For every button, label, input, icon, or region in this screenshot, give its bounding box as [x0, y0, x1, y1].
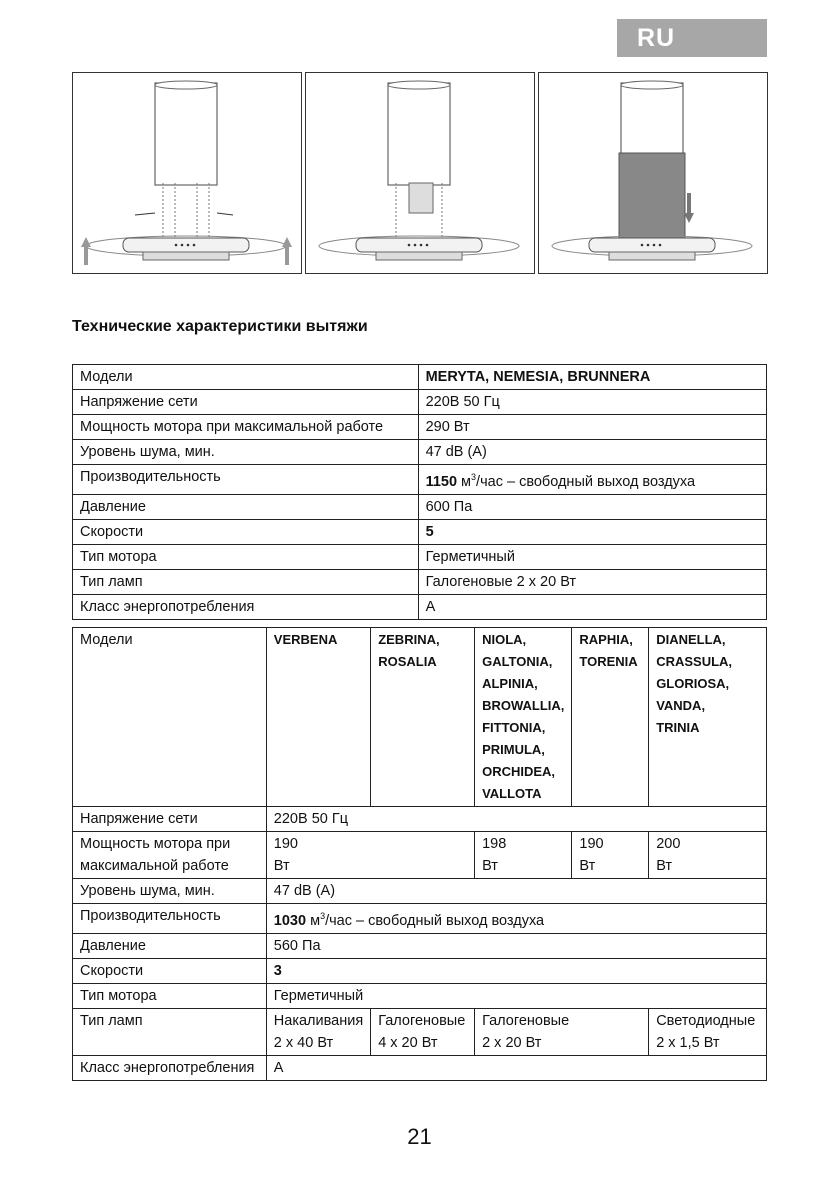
row-value: 290 Вт [418, 415, 766, 440]
table-row [73, 832, 767, 879]
table-row [73, 1055, 767, 1080]
row-value: 560 Па [266, 933, 766, 958]
model-group-1 [266, 628, 370, 807]
row-value: 220В 50 Гц [266, 807, 766, 832]
capacity-rest: /час – свободный выход воздуха [325, 912, 545, 929]
row-value: A [418, 594, 766, 619]
spec-table-1 [72, 364, 767, 620]
table-row [73, 494, 767, 519]
lamp-type: Накаливания [273, 1012, 364, 1029]
model-name: VERBENA [273, 632, 338, 647]
row-value: 5 [418, 519, 766, 544]
hood-install-figure-3 [538, 72, 768, 274]
row-label: Скорости [73, 958, 267, 983]
power-value [572, 832, 649, 879]
model-group-4 [572, 628, 649, 807]
lamp-spec: 2 х 1,5 Вт [656, 1034, 720, 1051]
lamp-type: Галогеновые [378, 1012, 466, 1029]
language-badge: RU [617, 19, 767, 57]
spec-table-2 [72, 627, 767, 1081]
model-name: NIOLA, [482, 632, 527, 647]
row-label: Уровень шума, мин. [73, 440, 419, 465]
table-row [73, 958, 767, 983]
hood-illustration [539, 73, 767, 273]
power-number: 190 [579, 836, 604, 852]
power-number: 198 [482, 836, 507, 852]
model-name: PRIMULA, [482, 742, 545, 757]
capacity-number: 1030 [273, 912, 307, 929]
row-value: A [266, 1055, 766, 1080]
capacity-unit-sup: 3 [471, 472, 477, 482]
table-row [73, 544, 767, 569]
model-name: RAPHIA, [579, 632, 633, 647]
row-label: Класс энергопотребления [73, 594, 419, 619]
model-name: TRINIA [656, 720, 700, 735]
row-value [418, 465, 766, 495]
row-value [266, 904, 766, 934]
hood-install-figure-1 [72, 72, 302, 274]
lamp-value [371, 1008, 475, 1055]
row-label: Уровень шума, мин. [73, 879, 267, 904]
power-unit: Вт [656, 858, 673, 874]
lamp-spec: 2 х 20 Вт [482, 1034, 542, 1051]
model-name: CRASSULA, [656, 654, 733, 669]
model-name: VANDA, [656, 698, 706, 713]
power-unit: Вт [579, 858, 596, 874]
capacity-unit: м [306, 912, 321, 929]
model-name: BROWALLIA, [482, 698, 565, 713]
row-label: Производительность [73, 465, 419, 495]
power-unit: Вт [273, 858, 290, 874]
lamp-value [475, 1008, 649, 1055]
capacity-unit-sup: 3 [320, 911, 326, 921]
power-value [266, 832, 474, 879]
capacity-rest: /час – свободный выход воздуха [476, 473, 696, 490]
power-value [649, 832, 767, 879]
row-value: 47 dB (A) [418, 440, 766, 465]
label-line: Мощность мотора при [80, 836, 231, 852]
row-value: Герметичный [418, 544, 766, 569]
power-number: 190 [273, 836, 298, 852]
row-label: Класс энергопотребления [73, 1055, 267, 1080]
table-row [73, 628, 767, 807]
row-label [73, 832, 267, 879]
row-label: Мощность мотора при максимальной работе [73, 415, 419, 440]
model-name: ORCHIDEA, [482, 764, 556, 779]
table-row [73, 983, 767, 1008]
table-row [73, 933, 767, 958]
table-row [73, 390, 767, 415]
model-name: FITTONIA, [482, 720, 546, 735]
model-group-3 [475, 628, 572, 807]
lamp-value [649, 1008, 767, 1055]
model-name: GLORIOSA, [656, 676, 730, 691]
table-row [73, 415, 767, 440]
table-row [73, 879, 767, 904]
hood-install-figure-2 [305, 72, 535, 274]
lamp-type: Галогеновые [482, 1012, 570, 1029]
row-value: 220В 50 Гц [418, 390, 766, 415]
hood-illustration [306, 73, 534, 273]
model-name: ALPINIA, [482, 676, 538, 691]
row-value: 3 [266, 958, 766, 983]
row-label: Скорости [73, 519, 419, 544]
table-row [73, 440, 767, 465]
models-value: MERYTA, NEMESIA, BRUNNERA [418, 365, 766, 390]
table-row [73, 365, 767, 390]
row-value: 47 dB (A) [266, 879, 766, 904]
row-label: Тип мотора [73, 983, 267, 1008]
capacity-unit: м [457, 473, 472, 490]
row-label: Тип ламп [73, 1008, 267, 1055]
table-row [73, 519, 767, 544]
row-value: Галогеновые 2 х 20 Вт [418, 569, 766, 594]
power-unit: Вт [482, 858, 498, 874]
model-group-2 [371, 628, 475, 807]
table-row [73, 594, 767, 619]
row-label: Тип мотора [73, 544, 419, 569]
power-number: 200 [656, 836, 681, 852]
table-row [73, 904, 767, 934]
power-value [475, 832, 572, 879]
row-label: Модели [73, 628, 267, 807]
model-name: VALLOTA [482, 786, 542, 801]
table-row [73, 807, 767, 832]
model-name: ZEBRINA, [378, 632, 440, 647]
label-line: максимальной работе [80, 858, 229, 874]
model-name: ROSALIA [378, 654, 437, 669]
model-name: DIANELLA, [656, 632, 726, 647]
table-row [73, 1008, 767, 1055]
row-value: Герметичный [266, 983, 766, 1008]
section-title: Технические характеристики вытяжи [72, 318, 368, 335]
row-label: Производительность [73, 904, 267, 934]
row-label: Напряжение сети [73, 390, 419, 415]
lamp-value [266, 1008, 370, 1055]
row-value: 600 Па [418, 494, 766, 519]
model-name: GALTONIA, [482, 654, 553, 669]
table-row [73, 569, 767, 594]
row-label: Давление [73, 933, 267, 958]
row-label: Давление [73, 494, 419, 519]
model-group-5 [649, 628, 767, 807]
capacity-number: 1150 [425, 473, 458, 490]
lamp-spec: 4 х 20 Вт [378, 1034, 438, 1051]
row-label: Тип ламп [73, 569, 419, 594]
model-name: TORENIA [579, 654, 638, 669]
lamp-type: Светодиодные [656, 1012, 756, 1029]
row-label: Модели [73, 365, 419, 390]
row-label: Напряжение сети [73, 807, 267, 832]
lamp-spec: 2 х 40 Вт [273, 1034, 334, 1051]
page-number: 21 [407, 1124, 432, 1149]
hood-illustration [73, 73, 301, 273]
table-row [73, 465, 767, 495]
